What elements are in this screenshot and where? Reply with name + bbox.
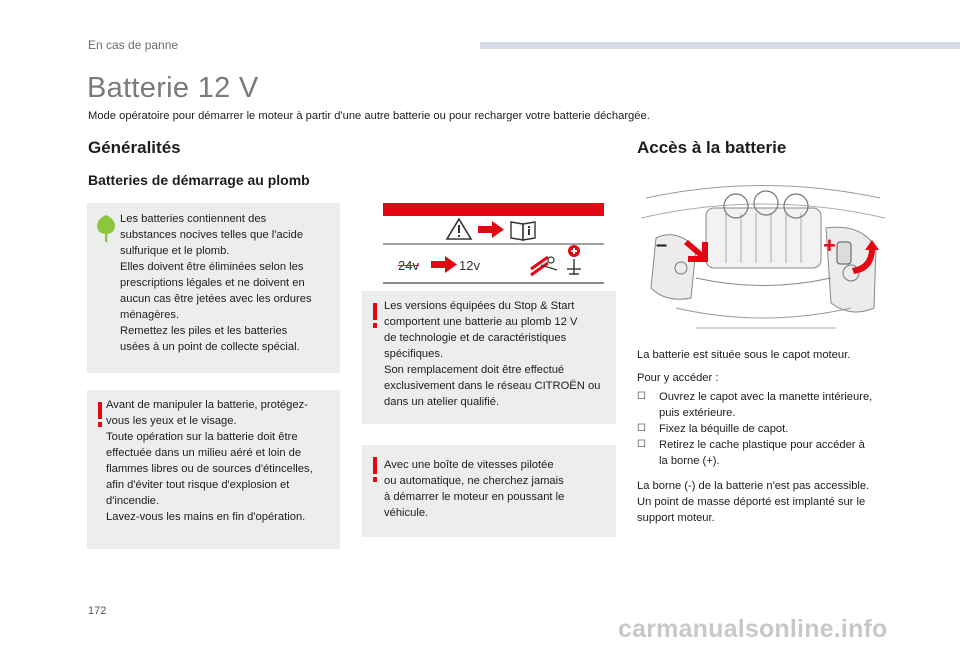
step-line: Ouvrez le capot avec la manette intérieure, bbox=[659, 391, 873, 403]
manual-book-icon bbox=[511, 222, 535, 240]
text-line: ménagères. bbox=[120, 309, 180, 321]
heading-generalites: Généralités bbox=[88, 138, 181, 157]
label-24v: 24v bbox=[398, 258, 419, 273]
text-line: Avec une boîte de vitesses pilotée bbox=[384, 459, 554, 471]
text-line: ou automatique, ne cherchez jamais bbox=[384, 475, 564, 487]
text-line: Toute opération sur la batterie doit être bbox=[106, 431, 298, 443]
check-box-icon: ☐ bbox=[637, 391, 646, 402]
negative-terminal-label: – bbox=[656, 234, 668, 256]
step-line: Retirez le cache plastique pour accéder à bbox=[659, 439, 865, 451]
positive-terminal-label: + bbox=[823, 233, 836, 258]
warning-exclamation-icon bbox=[370, 457, 380, 483]
warning-exclamation-icon bbox=[370, 303, 380, 329]
text-line: substances nocives telles que l'acide bbox=[120, 229, 304, 241]
text-line: sulfurique et le plomb. bbox=[120, 245, 230, 257]
figure-caption bbox=[637, 347, 850, 363]
watermark: carmanualsonline.info bbox=[618, 615, 888, 643]
text-line: spécifiques. bbox=[384, 348, 444, 360]
step-item bbox=[637, 437, 872, 469]
hazard-triangle-icon bbox=[447, 219, 471, 239]
caption-line: La batterie est située sous le capot moteur. bbox=[637, 349, 851, 361]
step-item bbox=[637, 389, 872, 421]
text-line: Son remplacement doit être effectué bbox=[384, 364, 565, 376]
section-label: En cas de panne bbox=[88, 38, 179, 52]
check-box-icon: ☐ bbox=[637, 439, 646, 450]
step-item bbox=[637, 421, 872, 437]
stop-start-note-box bbox=[362, 291, 616, 424]
eco-leaf-icon bbox=[95, 213, 117, 243]
outro-text bbox=[637, 478, 869, 526]
text-line: afin d'éviter tout risque d'explosion et bbox=[106, 479, 290, 491]
access-instructions bbox=[637, 370, 872, 469]
stop-start-note-text bbox=[384, 298, 600, 410]
jumper-cable-icon bbox=[531, 257, 557, 275]
text-line: vous les yeux et le visage. bbox=[106, 415, 237, 427]
text-line: d'incendie. bbox=[106, 495, 160, 507]
text-line: usées à un point de collecte spécial. bbox=[120, 341, 300, 353]
text-line: Les batteries contiennent des bbox=[120, 213, 267, 225]
check-box-icon: ☐ bbox=[637, 423, 646, 434]
gearbox-note-box bbox=[362, 445, 616, 537]
text-line: Les versions équipées du Stop & Start bbox=[384, 300, 575, 312]
text-line: véhicule. bbox=[384, 507, 429, 519]
step-line: la borne (+). bbox=[659, 455, 720, 467]
page-number: 172 bbox=[88, 605, 107, 617]
eco-note-box bbox=[87, 203, 340, 373]
label-12v: 12v bbox=[459, 258, 480, 273]
text-line: dans un atelier qualifié. bbox=[384, 396, 500, 408]
text-line: Remettez les piles et les batteries bbox=[120, 325, 288, 337]
heading-acces-batterie: Accès à la batterie bbox=[637, 138, 787, 157]
text-line: prescriptions légales et ne doivent en bbox=[120, 277, 305, 289]
battery-terminal-icon bbox=[567, 245, 581, 275]
arrow-right-icon bbox=[431, 256, 457, 273]
warning-note-box bbox=[87, 390, 340, 549]
page-title: Batterie 12 V bbox=[87, 72, 259, 104]
text-line: à démarrer le moteur en poussant le bbox=[384, 491, 565, 503]
step-line: Fixez la béquille de capot. bbox=[659, 423, 789, 435]
step-line: puis extérieure. bbox=[659, 407, 736, 419]
text-line: flammes libres ou de sources d'étincelles, bbox=[106, 463, 313, 475]
warning-note-text bbox=[106, 397, 313, 525]
text-line: support moteur. bbox=[637, 512, 715, 524]
eco-note-text bbox=[120, 211, 312, 355]
header-accent-bar bbox=[480, 42, 960, 49]
subheading-lead-batteries: Batteries de démarrage au plomb bbox=[88, 172, 310, 188]
engine-bay-figure bbox=[636, 178, 890, 341]
text-line: Lavez-vous les mains en fin d'opération. bbox=[106, 511, 306, 523]
arrow-right-icon bbox=[478, 221, 504, 238]
warning-exclamation-icon bbox=[95, 402, 105, 428]
text-line: exclusivement dans le réseau CITROËN ou bbox=[384, 380, 601, 392]
text-line: aucun cas être jetées avec les ordures bbox=[120, 293, 312, 305]
text-line: La borne (-) de la batterie n'est pas accessible. bbox=[637, 480, 870, 492]
text-line: Un point de masse déporté est implanté sur le bbox=[637, 496, 866, 508]
text-line: comportent une batterie au plomb 12 V bbox=[384, 316, 578, 328]
text-line: de technologie et de caractéristiques bbox=[384, 332, 567, 344]
text-line: Avant de manipuler la batterie, protégez- bbox=[106, 399, 308, 411]
engine-bay-illustration bbox=[636, 178, 890, 341]
text-line: effectuée dans un milieu aéré et loin de bbox=[106, 447, 302, 459]
voltage-warning-figure bbox=[383, 203, 604, 285]
intro-text: Mode opératoire pour démarrer le moteur à partir d'une autre batterie ou pour recharger votre batterie déchargée. bbox=[88, 110, 650, 122]
gearbox-note-text bbox=[384, 457, 564, 521]
access-intro: Pour y accéder : bbox=[637, 372, 719, 384]
text-line: Elles doivent être éliminées selon les bbox=[120, 261, 304, 273]
